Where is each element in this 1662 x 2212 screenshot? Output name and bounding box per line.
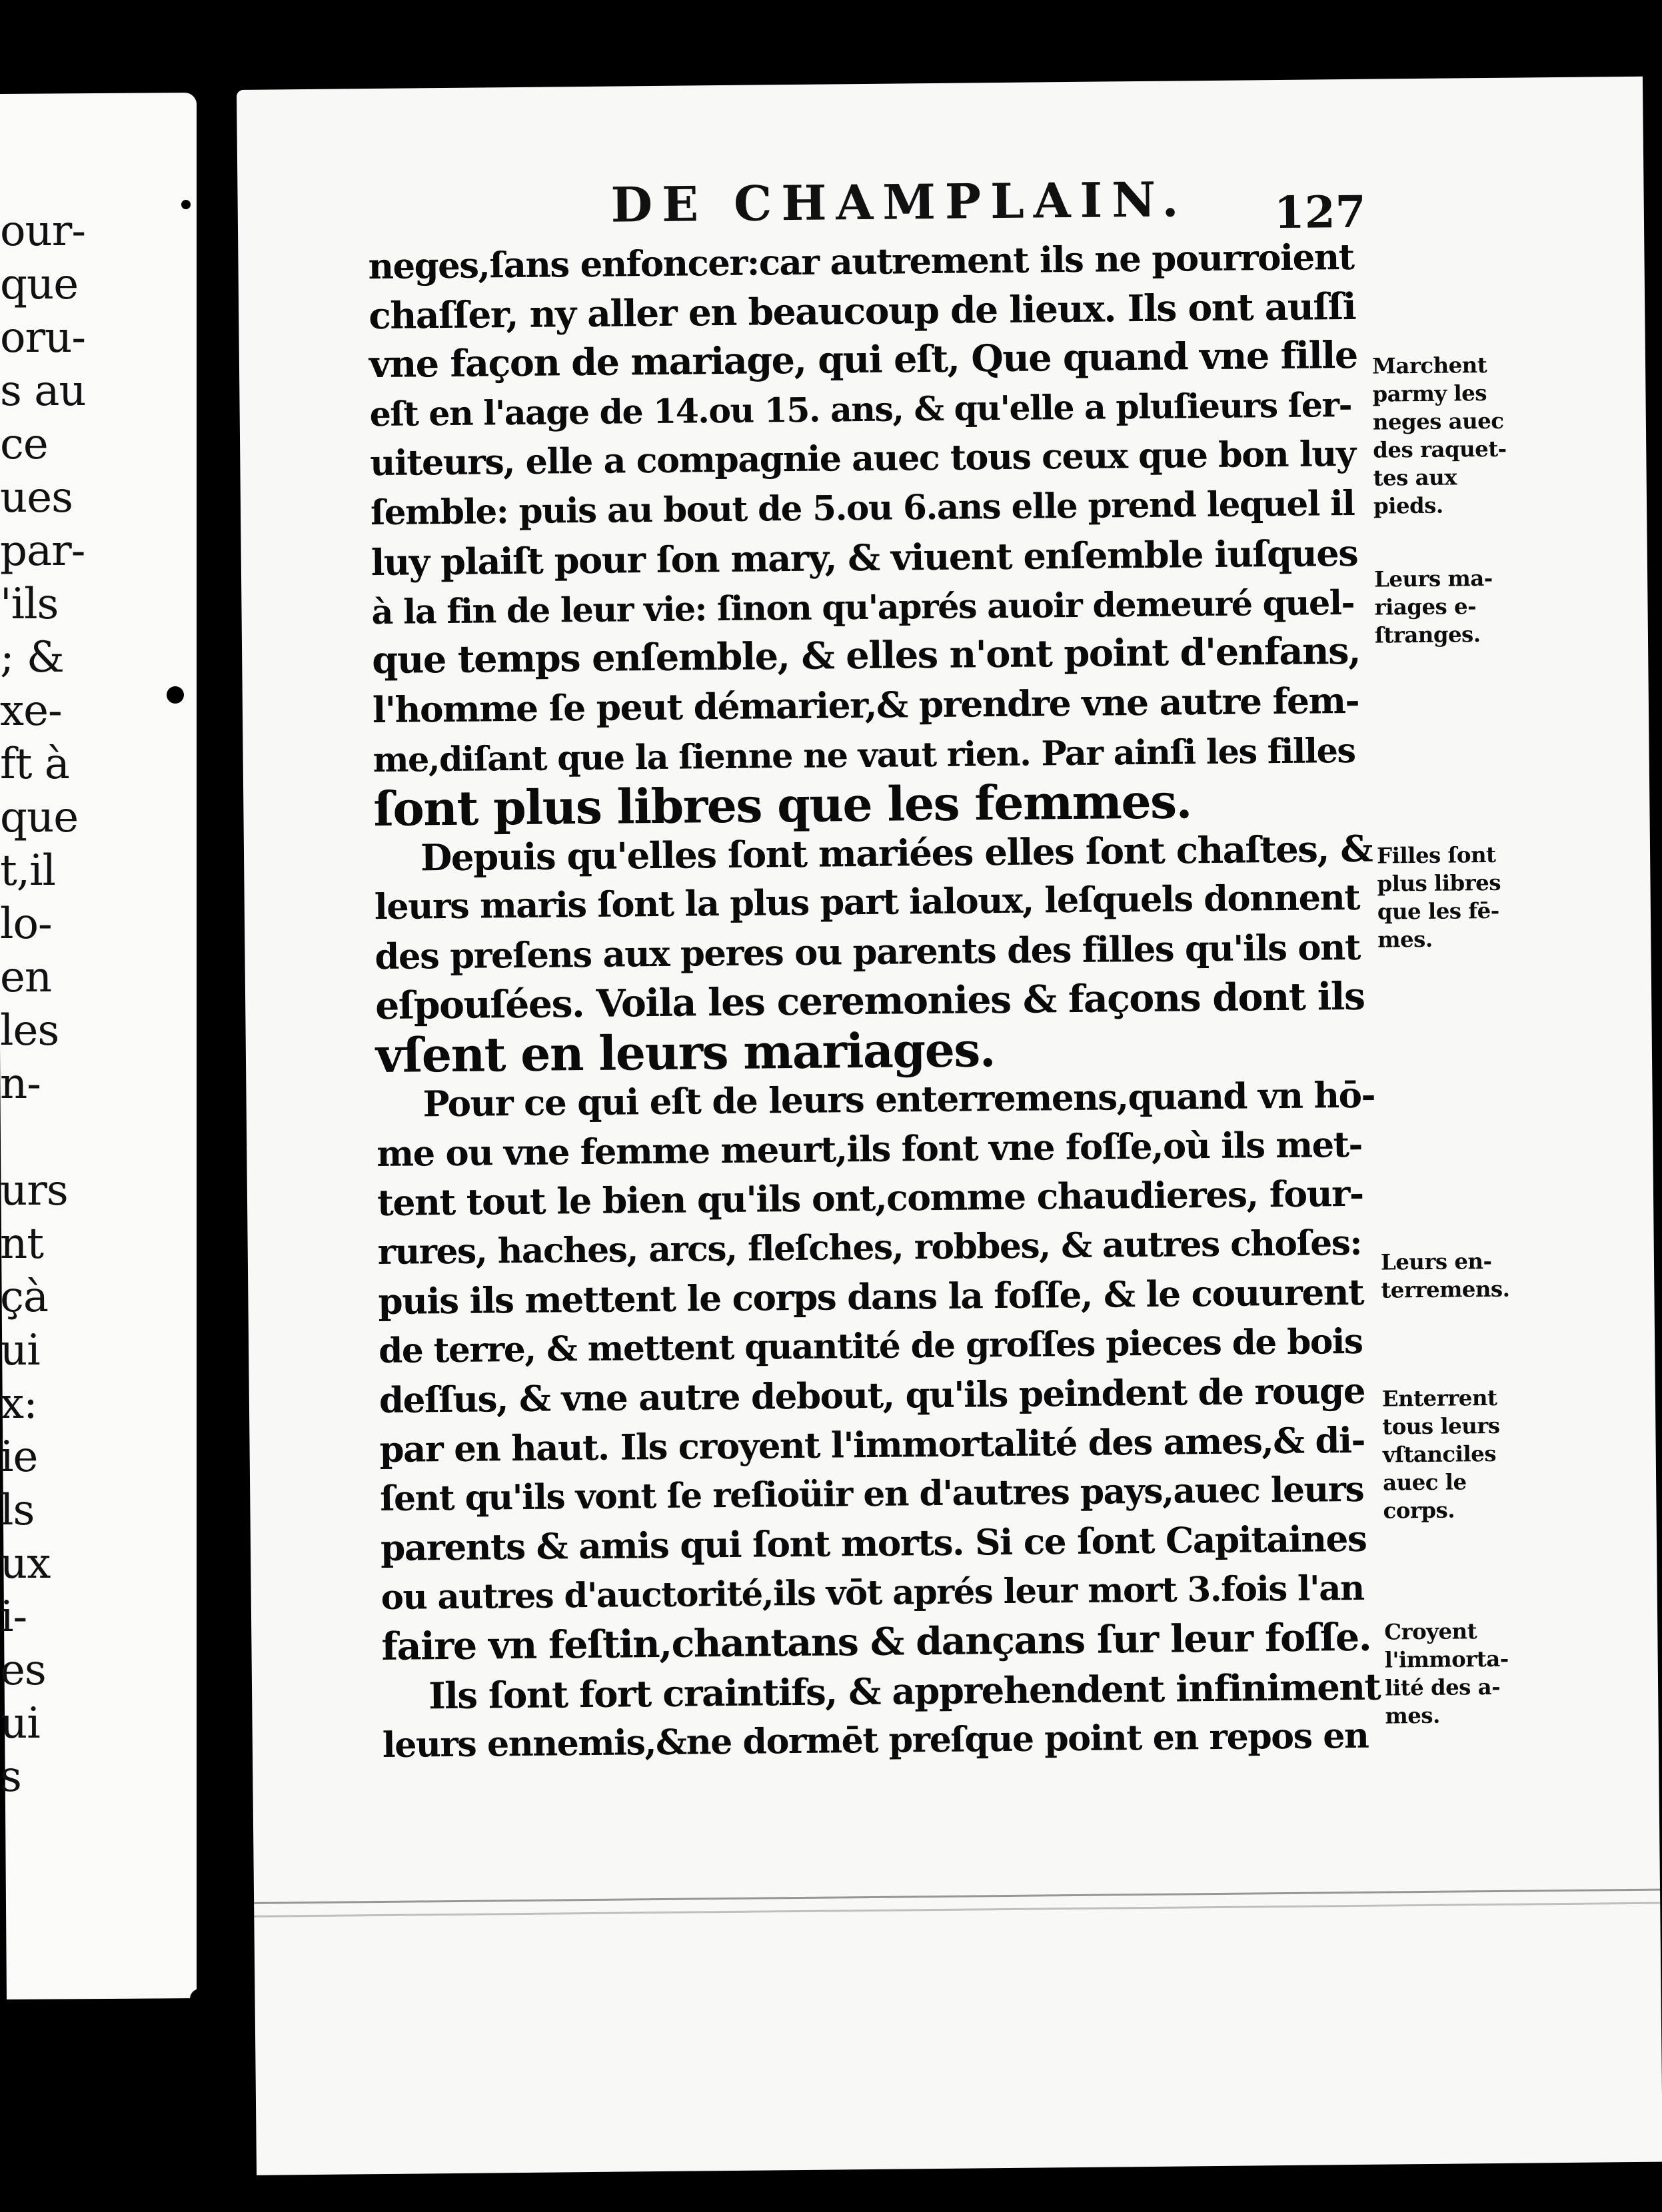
text-line: Ils ſont fort craintifs, & apprehendent infiniment: [428, 1665, 1381, 1718]
left-page-fragment: es: [0, 1646, 46, 1695]
left-page-fragment: 'ils: [0, 580, 59, 629]
text-line: puis ils mettent le corps dans la foſſe, & le couurent: [378, 1271, 1364, 1323]
text-line: deſſus, & vne autre debout, qu'ils peindent de rouge: [379, 1369, 1365, 1422]
text-line: parents & amis qui ſont morts. Si ce ſont Capitaines: [380, 1517, 1367, 1570]
text-line: rures, haches, arcs, fleſches, robbes, & autres choſes:: [377, 1222, 1362, 1273]
text-line: ou autres d'auctorité,ils vōt aprés leur mort 3.fois l'an: [381, 1568, 1364, 1618]
left-page-fragment: lo-: [0, 899, 52, 949]
marginal-note: [1381, 1247, 1555, 1304]
text-line: leurs ennemis,&ne dormēt preſque point en repos en: [382, 1715, 1369, 1766]
left-page-fragment: nt: [0, 1219, 43, 1269]
marginal-note-line: Marchent: [1371, 352, 1487, 379]
left-page-fragment: les: [0, 1006, 59, 1055]
text-line: faire vn feſtin,chantans & dançans ſur leur foſſe.: [381, 1614, 1371, 1670]
left-page-fragment: our-: [0, 207, 85, 256]
left-page-fragment: x:: [0, 1379, 37, 1428]
left-page-fragment: que: [0, 260, 79, 309]
marginal-note-line: l'immorta-: [1384, 1646, 1509, 1673]
left-page-fragment: ux: [0, 1539, 51, 1588]
left-page-fragment: çà: [0, 1273, 48, 1322]
marginal-note-line: auec le: [1382, 1469, 1467, 1496]
left-page-fragment: ce: [0, 420, 48, 469]
marginal-note-line: parmy les: [1372, 380, 1487, 407]
marginal-note: [1382, 1383, 1557, 1524]
left-page-fragment: ls: [0, 1486, 35, 1535]
text-line: vſent en leurs mariages.: [375, 1021, 996, 1084]
page-number: 127: [1273, 185, 1366, 239]
text-line: de terre, & mettent quantité de groſſes pieces de bois: [378, 1321, 1363, 1372]
left-page-fragment: ui: [0, 1699, 40, 1748]
marginal-note-line: terremens.: [1381, 1276, 1510, 1303]
text-line: que temps enſemble, & elles n'ont point d'enfans,: [371, 629, 1361, 683]
text-line: leurs maris ſont la plus part ialoux, leſquels donnent: [374, 877, 1360, 928]
left-page-fragment: xe-: [0, 686, 62, 736]
text-line: ſent qu'ils vont ſe reſioüir en d'autres pays,auec leurs: [380, 1468, 1364, 1520]
text-line: Depuis qu'elles ſont mariées elles ſont chaſtes, &: [420, 827, 1373, 879]
scan-speck: [190, 1989, 210, 2009]
left-page-fragment: que: [0, 793, 79, 842]
left-page-fragment: t,il: [0, 846, 55, 895]
marginal-note-line: Leurs ma-: [1373, 565, 1493, 592]
marginal-note-line: vſtanciles: [1382, 1440, 1497, 1468]
left-page-fragment: ie: [0, 1432, 38, 1482]
scan-speck: [167, 686, 184, 704]
marginal-note-line: Filles ſont: [1376, 841, 1496, 869]
left-page-fragment: n-: [0, 1059, 41, 1109]
text-line: neges,ſans enfoncer:car autrement ils ne pourroient: [368, 236, 1354, 288]
text-line: tent tout le bien qu'ils ont,comme chaudieres, four-: [377, 1172, 1363, 1225]
scan-line: [254, 1889, 1660, 1904]
marginal-note: [1372, 350, 1547, 520]
paragraph: [382, 1662, 1395, 1770]
marginal-note-line: Leurs en-: [1380, 1249, 1492, 1275]
text-line: des preſens aux peres ou parents des filles qu'ils ont: [375, 926, 1361, 978]
paragraph: [368, 233, 1386, 837]
text-line: Pour ce qui eſt de leurs enterremens,quand vn hō-: [422, 1073, 1375, 1125]
left-page-fragment: par-: [0, 526, 85, 576]
left-page-fragment: ; &: [0, 633, 64, 682]
left-page-fragment: ui: [0, 1326, 40, 1375]
text-line: uiteurs, elle a compagnie auec tous ceux que bon luy: [370, 433, 1355, 484]
text-line: me ou vne femme meurt,ils font vne foſſe,où ils met-: [377, 1123, 1363, 1175]
text-line: chaſſer, ny aller en beaucoup de lieux. Ils ont auſſi: [368, 284, 1356, 338]
marginal-note-line: neges auec: [1372, 408, 1504, 435]
text-line: eſpouſées. Voila les ceremonies & façons dont ils: [375, 974, 1365, 1029]
book-page: [237, 77, 1662, 2175]
page-gutter: [197, 100, 237, 2019]
scan-line: [254, 1902, 1660, 1918]
text-line: luy plaiſt pour ſon mary, & viuent enſemble iuſques: [371, 531, 1358, 584]
text-line: me,diſant que la ſienne ne vaut rien. Par ainſi les filles: [373, 730, 1355, 780]
text-line: ſont plus libres que les femmes.: [373, 773, 1192, 837]
marginal-note-line: ſtranges.: [1374, 622, 1481, 648]
marginal-note-line: Enterrent: [1381, 1384, 1497, 1412]
text-line: par en haut. Ils croyent l'immortalité des ames,& di-: [379, 1419, 1365, 1471]
left-page-fragment: s: [0, 1752, 21, 1802]
left-page-fragment: urs: [0, 1166, 68, 1215]
paragraph: [376, 1070, 1394, 1672]
text-line: l'homme ſe peut démarier,& prendre vne autre fem-: [372, 679, 1359, 732]
marginal-note-line: lité des a-: [1384, 1674, 1501, 1701]
text-line: vne façon de mariage, qui eſt, Que quand vne fille: [369, 333, 1358, 387]
text-line: ſemble: puis au bout de 5.ou 6.ans elle prend lequel il: [370, 483, 1355, 534]
left-page-fragment: en: [0, 953, 52, 1002]
scan-speck: [181, 200, 191, 209]
marginal-note-line: Croyent: [1384, 1618, 1477, 1645]
marginal-note: [1384, 1616, 1559, 1730]
marginal-note-line: tous leurs: [1382, 1412, 1500, 1440]
text-line: à la fin de leur vie: ſinon qu'aprés auoir demeuré quel-: [371, 582, 1355, 632]
marginal-note-line: corps.: [1383, 1497, 1455, 1524]
paragraph: [374, 824, 1389, 1084]
marginal-note-line: pieds.: [1373, 492, 1443, 519]
left-page-fragment: i-: [0, 1592, 27, 1642]
running-head: DE CHAMPLAIN.: [610, 171, 1188, 233]
marginal-note-line: riages e-: [1374, 594, 1477, 620]
marginal-note-line: des raquet-: [1373, 436, 1507, 463]
marginal-notes: [1369, 77, 1543, 1729]
left-page-fragment: ft à: [0, 740, 69, 789]
body-text: [368, 233, 1395, 1770]
text-line: eſt en l'aage de 14.ou 15. ans, & qu'elle a pluſieurs ſer-: [369, 384, 1352, 434]
marginal-note-line: tes aux: [1373, 464, 1457, 491]
left-page-fragment: ues: [0, 473, 73, 522]
marginal-note-line: que les fē-: [1377, 897, 1499, 925]
marginal-note-line: plus libres: [1377, 869, 1501, 897]
marginal-note: [1377, 840, 1551, 953]
marginal-note: [1374, 564, 1548, 649]
left-page-fragment: oru-: [0, 313, 85, 362]
marginal-note-line: mes.: [1385, 1702, 1440, 1729]
marginal-note-line: mes.: [1377, 926, 1433, 953]
left-page-fragment: s au: [0, 366, 86, 416]
